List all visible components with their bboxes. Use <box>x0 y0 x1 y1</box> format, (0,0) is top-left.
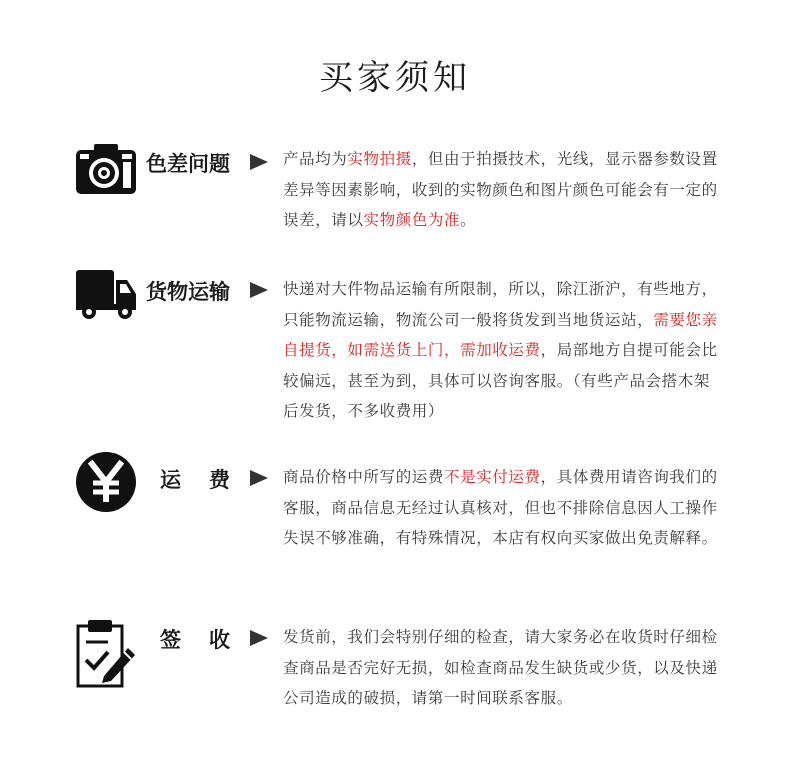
highlight-text: 不是实付运费 <box>444 468 541 486</box>
camera-icon <box>74 140 138 204</box>
arrow-right-icon <box>250 282 268 298</box>
section-text <box>283 274 723 427</box>
section-label: 货物运输 <box>146 280 230 304</box>
text-part: ，局部地方自提可能会比较偏远，甚至为到，具体可以咨询客服。（有些产品会搭木架后发货，不多收费用） <box>283 341 718 420</box>
clipboard-check-icon <box>74 618 138 690</box>
arrow-right-icon <box>250 630 268 646</box>
yen-icon <box>74 450 138 514</box>
section-text <box>283 144 723 236</box>
section-label: 签收 <box>160 628 258 652</box>
text-part: 快递对大件物品运输有所限制，所以，除江浙沪，有些地方，只能物流运输，物流公司一般将货发到当地货运站， <box>283 280 718 329</box>
highlight-text: 需要您亲自提货，如需送货上门，需加收运费 <box>283 310 718 359</box>
truck-icon <box>74 266 138 330</box>
text-part: ，但由于拍摄技术，光线，显示器参数设置差异等因素影响，收到的实物颜色和图片颜色可能会有一定的误差，请以 <box>283 150 718 229</box>
text-part: ，具体费用请咨询我们的客服，商品信息无经过认真核对，但也不排除信息因人工操作失误不够准确，有特殊情况，本店有权向买家做出免责解释。 <box>283 468 718 547</box>
section-text <box>283 462 723 554</box>
highlight-text: 实物拍摄 <box>347 150 412 168</box>
highlight-text: 实物颜色为准 <box>363 211 461 229</box>
page-title: 买家须知 <box>319 58 471 98</box>
section-label: 色差问题 <box>146 152 230 176</box>
text-part: 商品价格中所写的运费 <box>283 468 445 486</box>
section-text <box>283 622 723 714</box>
text-part: 发货前，我们会特别仔细的检查，请大家务必在收货时仔细检查商品是否完好无损，如检查商品发生缺货或少货，以及快递公司造成的破损，请第一时间联系客服。 <box>283 628 718 707</box>
text-part: 产品均为 <box>283 150 348 168</box>
arrow-right-icon <box>250 470 268 486</box>
section-label: 运费 <box>160 468 258 492</box>
text-part: 。 <box>460 211 477 229</box>
arrow-right-icon <box>250 154 268 170</box>
